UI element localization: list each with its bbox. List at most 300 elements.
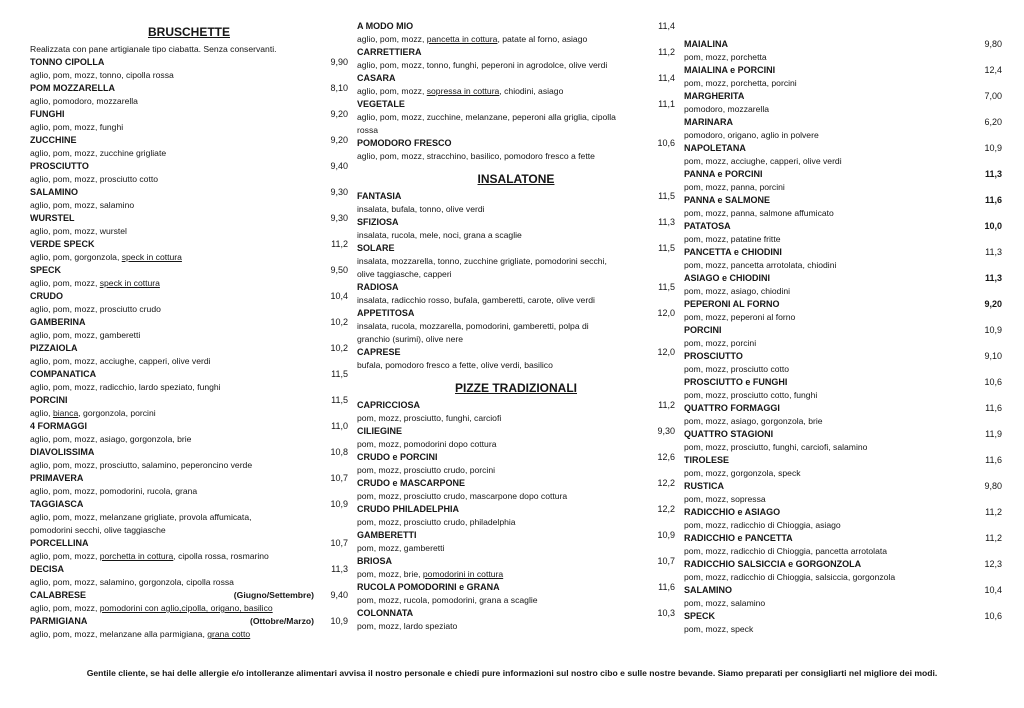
menu-item-header <box>357 20 675 33</box>
section-title-insalatone: INSALATONE <box>477 172 555 186</box>
menu-item-ingredients: pomodoro, mozzarella <box>684 104 770 114</box>
menu-item-header <box>357 98 675 111</box>
menu-item-header <box>357 451 675 464</box>
menu-item-name: MARGHERITA <box>684 91 745 101</box>
menu-item-name: CASARA <box>357 73 396 83</box>
pizze-continued-list <box>684 38 1002 636</box>
menu-item <box>30 589 348 615</box>
menu-item-name: RUSTICA <box>684 481 724 491</box>
pizze-list <box>357 399 675 633</box>
bruschette-intro: Realizzata con pane artigianale tipo ciabatta. Senza conservanti. <box>30 44 277 54</box>
menu-item-price: 11,2 <box>658 400 675 410</box>
menu-item <box>684 350 1002 376</box>
menu-item-ingredients <box>30 550 348 563</box>
menu-item-ingredients: insalata, bufala, tonno, olive verdi <box>357 204 485 214</box>
menu-item <box>30 108 348 134</box>
menu-item-name: CRUDO e MASCARPONE <box>357 478 466 488</box>
menu-item <box>30 615 348 641</box>
menu-item-name: COLONNATA <box>357 608 414 618</box>
menu-item <box>30 498 348 537</box>
menu-item-name: ZUCCHINE <box>30 135 77 145</box>
menu-item-price: 11,4 <box>658 21 675 31</box>
menu-item-ingredients: pom, mozz, patatine fritte <box>684 234 781 244</box>
menu-item <box>357 425 675 451</box>
menu-item-price: 10,4 <box>330 291 348 301</box>
menu-item-price: 11,9 <box>985 429 1002 439</box>
menu-item-name: PRIMAVERA <box>30 473 84 483</box>
menu-item-ingredients-continued: rossa <box>357 125 379 135</box>
menu-item-price: 10,6 <box>984 377 1002 387</box>
menu-item-header <box>684 532 1002 545</box>
menu-item-name: SALAMINO <box>684 585 732 595</box>
menu-item-header <box>684 454 1002 467</box>
menu-item-name: FUNGHI <box>30 109 65 119</box>
menu-item-ingredients: pom, mozz, prosciutto crudo, porcini <box>357 465 496 475</box>
ingredient-text: aglio, pom, mozz, <box>30 278 100 288</box>
menu-item-header <box>684 142 1002 155</box>
ingredient-text: aglio, pom, mozz, <box>357 86 427 96</box>
menu-item-name: QUATTRO FORMAGGI <box>684 403 780 413</box>
menu-item-name: SFIZIOSA <box>357 217 399 227</box>
menu-item <box>684 428 1002 454</box>
menu-item-header <box>684 194 1002 207</box>
menu-item-name: TIROLESE <box>684 455 730 465</box>
menu-item <box>684 142 1002 168</box>
menu-item-name: CARRETTIERA <box>357 47 422 57</box>
menu-item-name: TAGGIASCA <box>30 499 84 509</box>
menu-item-price: 11,3 <box>984 273 1002 283</box>
menu-item-header <box>357 425 675 438</box>
menu-item-header <box>357 307 675 320</box>
menu-item-header <box>30 563 348 576</box>
menu-item-ingredients: aglio, pom, mozz, radicchio, lardo speziato, funghi <box>30 382 221 392</box>
menu-item-name: CAPRESE <box>357 347 401 357</box>
menu-item-ingredients: pom, mozz, speck <box>684 624 754 634</box>
menu-item-name: PANCETTA e CHIODINI <box>684 247 782 257</box>
menu-item-header <box>30 446 348 459</box>
menu-item-header <box>30 472 348 485</box>
menu-item-ingredients <box>30 251 348 264</box>
menu-item <box>30 212 348 238</box>
menu-item <box>30 238 348 264</box>
menu-item-name: TONNO CIPOLLA <box>30 57 105 67</box>
menu-item-price: 10,3 <box>657 608 675 618</box>
menu-item-price: 11,5 <box>331 369 348 379</box>
allergy-notice: Gentile cliente, se hai delle allergie e/o intolleranze alimentari avvisa il nostro personale e chiedi pure informazioni sul nostro cibo e sulle nostre bevande. Siamo preparati per consigliarti nel migliore dei modi. <box>86 668 938 678</box>
bruschette-list <box>30 56 348 641</box>
menu-item-ingredients: aglio, pom, mozz, salamino <box>30 200 135 210</box>
menu-item <box>30 264 348 290</box>
menu-item-price: 9,40 <box>330 161 348 171</box>
menu-item-price: 10,2 <box>330 343 348 353</box>
menu-item <box>30 342 348 368</box>
menu-item-header <box>357 72 675 85</box>
menu-item-header <box>684 64 1002 77</box>
menu-item-ingredients: aglio, pom, mozz, zucchine grigliate <box>30 148 167 158</box>
menu-item-price: 11,5 <box>658 191 675 201</box>
menu-item-name: PORCINI <box>30 395 68 405</box>
menu-item-header <box>684 116 1002 129</box>
ingredient-cooked: pancetta in cottura <box>426 34 498 44</box>
menu-item-header <box>30 316 348 329</box>
menu-item-name: MAIALINA e PORCINI <box>684 65 776 75</box>
menu-item <box>684 90 1002 116</box>
menu-item <box>30 82 348 108</box>
menu-item-ingredients: aglio, pom, mozz, prosciutto, salamino, peperoncino verde <box>30 460 253 470</box>
menu-item-name: PORCELLINA <box>30 538 89 548</box>
menu-item-price: 12,3 <box>984 559 1002 569</box>
menu-item-price: 10,9 <box>657 530 675 540</box>
menu-item-name: PANNA e PORCINI <box>684 169 763 179</box>
menu-item-price: 9,10 <box>984 351 1002 361</box>
ingredient-cooked: speck in cottura <box>99 278 160 288</box>
menu-item-ingredients: aglio, pom, mozz, wurstel <box>30 226 127 236</box>
menu-item-header <box>357 581 675 594</box>
menu-item-ingredients: pom, mozz, radicchio di Chioggia, asiago <box>684 520 841 530</box>
menu-item-name: POMODORO FRESCO <box>357 138 452 148</box>
menu-item-header <box>684 350 1002 363</box>
menu-item <box>357 46 675 72</box>
menu-item-name: PANNA e SALMONE <box>684 195 771 205</box>
menu-item-price: 6,20 <box>984 117 1002 127</box>
menu-item-ingredients: insalata, mozzarella, tonno, zucchine grigliate, pomodorini secchi, <box>357 256 607 266</box>
menu-item-name: RADIOSA <box>357 282 399 292</box>
menu-item-price: 9,80 <box>984 481 1002 491</box>
menu-item-header <box>684 402 1002 415</box>
menu-item-ingredients: aglio, pom, mozz, tonno, cipolla rossa <box>30 70 174 80</box>
menu-item-price: 9,90 <box>330 57 348 67</box>
menu-item-ingredients <box>30 407 348 420</box>
menu-item-price: 10,8 <box>330 447 348 457</box>
menu-item-price: 9,80 <box>984 39 1002 49</box>
menu-item-ingredients: bufala, pomodoro fresco a fette, olive verdi, basilico <box>357 360 553 370</box>
menu-item-ingredients: pom, mozz, panna, porcini <box>684 182 785 192</box>
menu-item <box>357 451 675 477</box>
menu-item-name: PROSCIUTTO e FUNGHI <box>684 377 788 387</box>
menu-item-price: 11,2 <box>331 239 348 249</box>
menu-item <box>357 72 675 98</box>
menu-item-ingredients-continued: pomodorini secchi, olive taggiasche <box>30 525 166 535</box>
menu-item-price: 11,6 <box>658 582 675 592</box>
insalatone-list <box>357 190 675 372</box>
menu-item-ingredients-continued: granchio (surimi), olive nere <box>357 334 464 344</box>
menu-item-ingredients: pom, mozz, acciughe, capperi, olive verdi <box>684 156 842 166</box>
menu-item-ingredients: aglio, pom, mozz, funghi <box>30 122 124 132</box>
menu-item <box>357 242 675 281</box>
menu-item-ingredients: aglio, pom, mozz, gamberetti <box>30 330 141 340</box>
menu-item <box>357 346 675 372</box>
menu-item-ingredients: pom, mozz, salamino <box>684 598 766 608</box>
menu-item-name: CRUDO PHILADELPHIA <box>357 504 460 514</box>
menu-item-ingredients: pom, mozz, pomodorini dopo cottura <box>357 439 497 449</box>
menu-item <box>357 555 675 581</box>
menu-item-header <box>357 346 675 359</box>
menu-item <box>684 298 1002 324</box>
menu-item-ingredients: pom, mozz, radicchio di Chioggia, pancetta arrotolata <box>684 546 888 556</box>
menu-item <box>684 194 1002 220</box>
menu-item <box>357 477 675 503</box>
menu-item-ingredients: pom, mozz, rucola, pomodorini, grana a scaglie <box>357 595 538 605</box>
ingredient-cooked: pomodorini con aglio,cipolla, origano, basilico <box>99 603 273 613</box>
menu-item-name: RUCOLA POMODORINI e GRANA <box>357 582 500 592</box>
menu-item <box>357 307 675 346</box>
ingredient-text: aglio, <box>30 408 53 418</box>
menu-item-price: 11,3 <box>658 217 675 227</box>
menu-item-price: 12,2 <box>657 504 675 514</box>
menu-item-price: 11,3 <box>331 564 348 574</box>
menu-item-name: SOLARE <box>357 243 395 253</box>
menu-item-header <box>30 342 348 355</box>
menu-item-header <box>30 238 348 251</box>
menu-item-ingredients: aglio, pom, mozz, prosciutto crudo <box>30 304 161 314</box>
menu-item-price: 11,6 <box>984 195 1002 205</box>
menu-item <box>357 190 675 216</box>
menu-item-price: 11,5 <box>331 395 348 405</box>
menu-item-header <box>684 610 1002 623</box>
menu-item <box>30 186 348 212</box>
menu-item-header <box>30 108 348 121</box>
menu-item-header <box>30 160 348 173</box>
menu-item-ingredients: pom, mozz, prosciutto crudo, philadelphia <box>357 517 516 527</box>
menu-item-name: MARINARA <box>684 117 733 127</box>
menu-item <box>684 402 1002 428</box>
menu-item-ingredients: aglio, pom, mozz, prosciutto cotto <box>30 174 159 184</box>
menu-item-header <box>30 394 348 407</box>
menu-item-ingredients: pom, mozz, panna, salmone affumicato <box>684 208 834 218</box>
menu-item-header <box>357 137 675 150</box>
menu-item-header <box>357 242 675 255</box>
menu-item-header <box>30 186 348 199</box>
section-title-bruschette: BRUSCHETTE <box>147 25 230 39</box>
menu-item-ingredients: pom, mozz, gamberetti <box>357 543 445 553</box>
menu-item <box>30 368 348 394</box>
menu-item-name: NAPOLETANA <box>684 143 746 153</box>
menu-item-name: RADICCHIO e PANCETTA <box>684 533 793 543</box>
menu-item-name: ASIAGO e CHIODINI <box>684 273 771 283</box>
menu-item-header <box>357 529 675 542</box>
menu-item-price: 10,0 <box>984 221 1002 231</box>
menu-item <box>684 584 1002 610</box>
menu-item-name: DECISA <box>30 564 65 574</box>
menu-item <box>684 38 1002 64</box>
menu-item-ingredients: aglio, pom, mozz, asiago, gorgonzola, brie <box>30 434 192 444</box>
menu-item <box>30 563 348 589</box>
menu-item-price: 11,2 <box>658 47 675 57</box>
menu-item <box>684 558 1002 584</box>
ingredient-text: pom, mozz, brie, <box>357 569 423 579</box>
menu-item-price: 12,4 <box>984 65 1002 75</box>
menu-item-ingredients: aglio, pom, mozz, zucchine, melanzane, peperoni alla griglia, cipolla <box>357 112 616 122</box>
menu-item <box>357 399 675 425</box>
menu-item-ingredients <box>357 568 675 581</box>
menu-item <box>684 480 1002 506</box>
ingredient-text: aglio, pom, mozz, <box>30 551 100 561</box>
menu-item <box>30 472 348 498</box>
menu-item-header <box>684 220 1002 233</box>
menu-item <box>30 160 348 186</box>
menu-item-price: 11,4 <box>658 73 675 83</box>
menu-item-price: 9,50 <box>330 265 348 275</box>
ingredient-text: aglio, pom, gorgonzola, <box>30 252 122 262</box>
menu-item-name: RADICCHIO SALSICCIA e GORGONZOLA <box>684 559 862 569</box>
menu-item <box>684 324 1002 350</box>
menu-item-ingredients: pom, mozz, lardo speziato <box>357 621 458 631</box>
menu-item-price: 9,20 <box>330 109 348 119</box>
menu-item-name: CAPRICCIOSA <box>357 400 421 410</box>
menu-item-price: 12,2 <box>657 478 675 488</box>
menu-item-price: 10,7 <box>330 538 348 548</box>
menu-item-name: VEGETALE <box>357 99 405 109</box>
menu-item-ingredients: pom, mozz, porchetta <box>684 52 767 62</box>
menu-item-header <box>684 324 1002 337</box>
menu-item-ingredients: pomodoro, origano, aglio in polvere <box>684 130 819 140</box>
menu-item-price: 11,2 <box>985 507 1002 517</box>
ingredient-cooked: sopressa in cottura <box>426 86 500 96</box>
menu-item-header <box>357 46 675 59</box>
menu-item <box>684 116 1002 142</box>
menu-item-name: COMPANATICA <box>30 369 97 379</box>
menu-item-name: PIZZAIOLA <box>30 343 78 353</box>
section-title-pizze: PIZZE TRADIZIONALI <box>455 381 577 395</box>
menu-item-price: 12,6 <box>657 452 675 462</box>
menu-item-price: 9,40 <box>330 590 348 600</box>
menu-item-ingredients: pom, mozz, asiago, gorgonzola, brie <box>684 416 823 426</box>
ingredient-cooked: bianca <box>52 408 79 418</box>
menu-item-name: MAIALINA <box>684 39 728 49</box>
menu-item <box>357 216 675 242</box>
menu-item-ingredients <box>30 277 348 290</box>
menu-item-ingredients <box>357 33 675 46</box>
menu-item-price: 11,0 <box>331 421 348 431</box>
ingredient-text: , cipolla rossa, rosmarino <box>173 551 269 561</box>
menu-item <box>30 56 348 82</box>
menu-item-header <box>30 82 348 95</box>
menu-item-price: 10,7 <box>330 473 348 483</box>
menu-item-header <box>30 615 348 628</box>
menu-item-ingredients: pom, mozz, prosciutto, funghi, carciofi <box>357 413 502 423</box>
menu-item-header <box>30 56 348 69</box>
menu-item <box>357 529 675 555</box>
ingredient-cooked: speck in cottura <box>121 252 182 262</box>
menu-item-name: SPECK <box>30 265 62 275</box>
menu-item-price: 11,3 <box>985 247 1002 257</box>
menu-item-ingredients: aglio, pom, mozz, acciughe, capperi, olive verdi <box>30 356 211 366</box>
menu-item-price: 12,0 <box>657 308 675 318</box>
menu-item-price: 8,10 <box>330 83 348 93</box>
menu-item-name: GAMBERINA <box>30 317 86 327</box>
menu-item <box>357 503 675 529</box>
menu-item-ingredients: insalata, rucola, mozzarella, pomodorini, gamberetti, polpa di <box>357 321 589 331</box>
menu-item-ingredients: aglio, pomodoro, mozzarella <box>30 96 138 106</box>
menu-item-price: 11,5 <box>658 282 675 292</box>
ingredient-cooked: grana cotto <box>207 629 251 639</box>
menu-item-ingredients <box>357 85 675 98</box>
menu-item-price: 11,3 <box>984 169 1002 179</box>
menu-item-price: 11,2 <box>985 533 1002 543</box>
ingredient-text: , gorgonzola, porcini <box>78 408 156 418</box>
column-right <box>684 38 1002 636</box>
menu-item-header <box>684 168 1002 181</box>
menu-item <box>357 137 675 163</box>
menu-item-name: 4 FORMAGGI <box>30 421 88 431</box>
menu-item-ingredients: pom, mozz, prosciutto, funghi, carciofi, salamino <box>684 442 868 452</box>
ingredient-text: aglio, pom, mozz, <box>357 34 427 44</box>
menu-item-header <box>684 90 1002 103</box>
menu-item <box>357 581 675 607</box>
menu-item-header <box>357 190 675 203</box>
menu-item-header <box>357 503 675 516</box>
bruschette-continued-list <box>357 20 675 163</box>
menu-item-name: APPETITOSA <box>357 308 415 318</box>
menu-item-name: SALAMINO <box>30 187 78 197</box>
menu-item-header <box>357 555 675 568</box>
menu-item <box>30 537 348 563</box>
menu-item <box>684 610 1002 636</box>
menu-item-price: 10,9 <box>330 499 348 509</box>
menu-item <box>357 98 675 137</box>
menu-item-ingredients: pom, mozz, sopressa <box>684 494 766 504</box>
menu-item <box>30 420 348 446</box>
menu-item-price: 10,9 <box>984 325 1002 335</box>
menu-item-header <box>30 368 348 381</box>
menu-item-name: FANTASIA <box>357 191 402 201</box>
menu-item-header <box>30 537 348 550</box>
menu-item-header <box>30 290 348 303</box>
menu-item-ingredients-continued: olive taggiasche, capperi <box>357 269 452 279</box>
menu-item-header <box>684 272 1002 285</box>
menu-item-price: 10,9 <box>984 143 1002 153</box>
menu-item-ingredients: pom, mozz, prosciutto cotto <box>684 364 790 374</box>
menu-item-name: PORCINI <box>684 325 722 335</box>
ingredient-text: aglio, pom, mozz, <box>30 603 100 613</box>
menu-item-ingredients: aglio, pom, mozz, melanzane grigliate, provola affumicata, <box>30 512 252 522</box>
menu-item <box>684 64 1002 90</box>
menu-item-header <box>684 298 1002 311</box>
menu-item-name: PROSCIUTTO <box>30 161 89 171</box>
column-middle <box>357 20 675 633</box>
menu-item-season-note: (Ottobre/Marzo) <box>250 616 314 626</box>
menu-item-header <box>684 376 1002 389</box>
menu-item-name: POM MOZZARELLA <box>30 83 115 93</box>
ingredient-text: , chiodini, asiago <box>499 86 564 96</box>
menu-item-price: 7,00 <box>984 91 1002 101</box>
menu-item-name: VERDE SPECK <box>30 239 95 249</box>
menu-item-header <box>357 216 675 229</box>
ingredient-text: , patate al forno, asiago <box>497 34 588 44</box>
menu-item-name: CRUDO e PORCINI <box>357 452 438 462</box>
column-left <box>30 20 348 641</box>
menu-item-ingredients <box>30 602 348 615</box>
menu-item <box>684 532 1002 558</box>
ingredient-cooked: porchetta in cottura <box>99 551 174 561</box>
menu-item <box>357 281 675 307</box>
menu-item-ingredients: pom, mozz, prosciutto crudo, mascarpone dopo cottura <box>357 491 568 501</box>
menu-item-name: DIAVOLISSIMA <box>30 447 95 457</box>
menu-item-ingredients: aglio, pom, mozz, tonno, funghi, peperoni in agrodolce, olive verdi <box>357 60 608 70</box>
menu-item-name: A MODO MIO <box>357 21 414 31</box>
menu-item-name: CRUDO <box>30 291 63 301</box>
ingredient-text: aglio, pom, mozz, melanzane alla parmigiana, <box>30 629 208 639</box>
menu-item-header <box>684 246 1002 259</box>
menu-item-price: 12,0 <box>657 347 675 357</box>
menu-item-price: 10,6 <box>657 138 675 148</box>
menu-item <box>684 506 1002 532</box>
menu-item <box>357 607 675 633</box>
menu-item-name: PARMIGIANA <box>30 616 88 626</box>
menu-item <box>30 134 348 160</box>
menu-item-header <box>357 281 675 294</box>
ingredient-cooked: pomodorini in cottura <box>422 569 504 579</box>
